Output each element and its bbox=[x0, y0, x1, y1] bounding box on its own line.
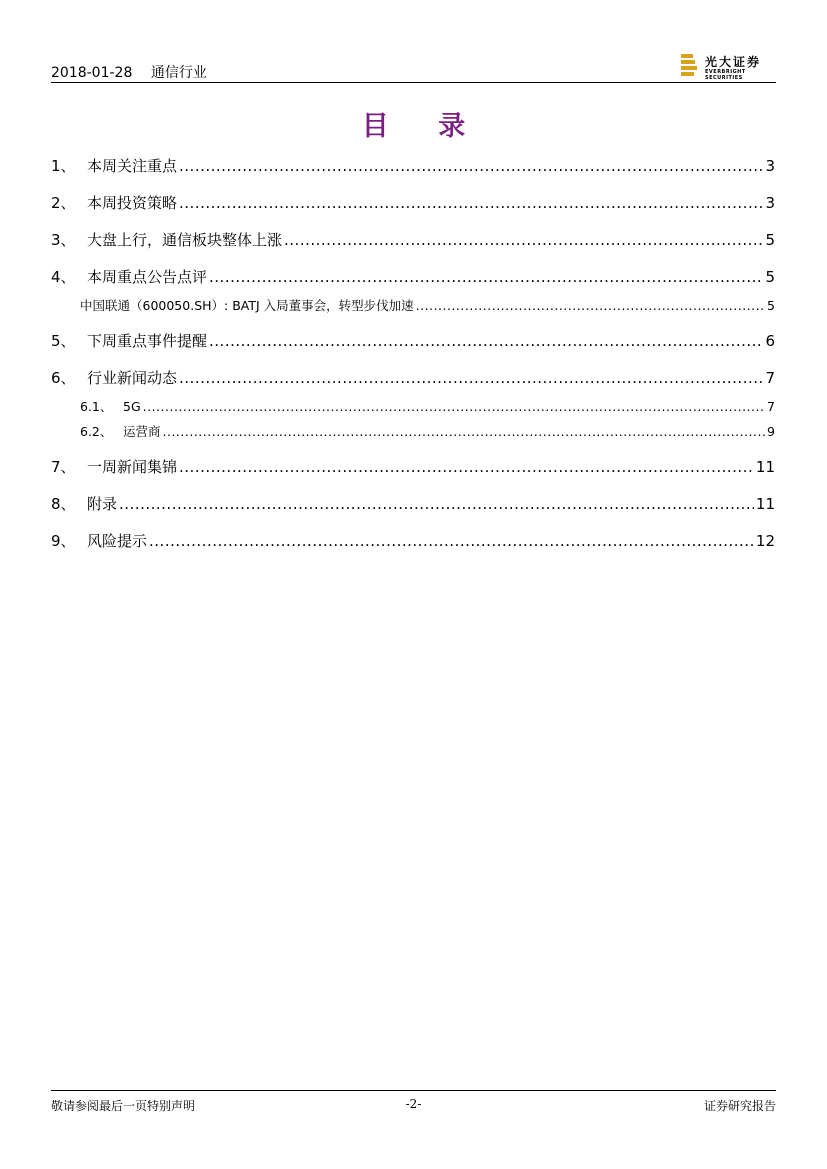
industry-label: 通信行业 bbox=[150, 65, 207, 81]
toc-entry-number: 4、 bbox=[51, 268, 76, 286]
toc-leader-dots bbox=[179, 458, 754, 476]
toc-entry[interactable] bbox=[51, 155, 775, 176]
footer-report-type: 证券研究报告 bbox=[703, 1099, 776, 1113]
toc-entry-label: 5G bbox=[123, 399, 141, 414]
logo-text-en: EVERBRIGHT SECURITIES bbox=[705, 69, 746, 81]
toc-entry-page: 3 bbox=[765, 194, 775, 212]
toc-leader-dots bbox=[209, 332, 763, 350]
toc-leader-dots bbox=[179, 194, 763, 212]
toc-entry-number: 3、 bbox=[51, 231, 76, 249]
toc-entry[interactable] bbox=[51, 330, 775, 351]
toc-entry-label: 运营商 bbox=[123, 424, 161, 439]
toc-entry-page: 5 bbox=[765, 231, 775, 249]
toc-entry[interactable] bbox=[51, 266, 775, 287]
toc-entry-page: 11 bbox=[755, 495, 775, 513]
toc-entry-page: 9 bbox=[767, 424, 775, 439]
toc-leader-dots bbox=[416, 298, 765, 313]
page-header bbox=[51, 52, 776, 83]
page-footer bbox=[51, 1090, 776, 1119]
logo-text-cn: 光大证券 bbox=[705, 55, 762, 69]
toc-entry-label: 一周新闻集锦 bbox=[87, 458, 178, 476]
toc-leader-dots bbox=[179, 157, 763, 175]
toc-entry-label: 大盘上行，通信板块整体上涨 bbox=[87, 231, 283, 249]
toc-entry-label: 附录 bbox=[87, 495, 118, 513]
toc-entry-page: 5 bbox=[767, 298, 775, 313]
toc-leader-dots bbox=[179, 369, 763, 387]
toc-entry-number: 8、 bbox=[51, 495, 76, 513]
toc-leader-dots bbox=[119, 495, 754, 513]
toc-entry-number: 2、 bbox=[51, 194, 76, 212]
logo-mark-icon bbox=[681, 54, 697, 76]
toc-entry-number: 6、 bbox=[51, 369, 76, 387]
footer-page-number: -2- bbox=[405, 1097, 422, 1111]
toc-entry-label: 下周重点事件提醒 bbox=[87, 332, 208, 350]
toc-entry[interactable] bbox=[51, 229, 775, 250]
toc-entry-number: 6.1、 bbox=[80, 399, 113, 414]
footer-disclaimer: 敬请参阅最后一页特别声明 bbox=[51, 1099, 196, 1113]
toc-entry-page: 7 bbox=[767, 399, 775, 414]
toc-entry[interactable] bbox=[51, 422, 775, 440]
toc-entry-page: 6 bbox=[765, 332, 775, 350]
toc-entry-label: 风险提示 bbox=[87, 532, 148, 550]
report-date: 2018-01-28 bbox=[51, 65, 133, 81]
company-logo bbox=[681, 52, 776, 79]
toc-leader-dots bbox=[284, 231, 763, 249]
toc-entry[interactable] bbox=[51, 493, 775, 514]
toc-title: 目 录 bbox=[361, 111, 486, 142]
toc-entry-number: 6.2、 bbox=[80, 424, 113, 439]
toc-entry[interactable] bbox=[51, 192, 775, 213]
toc-leader-dots bbox=[209, 268, 763, 286]
toc-entry[interactable] bbox=[51, 456, 775, 477]
toc-leader-dots bbox=[163, 424, 766, 439]
toc-entry-label: 行业新闻动态 bbox=[87, 369, 178, 387]
toc-leader-dots bbox=[149, 532, 754, 550]
toc-entry-page: 3 bbox=[765, 157, 775, 175]
toc-entry[interactable] bbox=[51, 367, 775, 388]
header-meta bbox=[51, 62, 221, 82]
toc-entry[interactable] bbox=[51, 530, 775, 551]
toc-entry-number: 7、 bbox=[51, 458, 76, 476]
toc-entry-page: 5 bbox=[765, 268, 775, 286]
toc-entry-number: 5、 bbox=[51, 332, 76, 350]
toc-entry[interactable] bbox=[51, 296, 775, 314]
toc-entry-page: 11 bbox=[755, 458, 775, 476]
toc-entry-number: 1、 bbox=[51, 157, 76, 175]
toc-entry-label: 本周投资策略 bbox=[87, 194, 178, 212]
toc-entry-page: 7 bbox=[765, 369, 775, 387]
toc-entry-label: 中国联通（600050.SH）: BATJ 入局董事会，转型步伐加速 bbox=[80, 298, 414, 313]
toc-entry-label: 本周重点公告点评 bbox=[87, 268, 208, 286]
toc-entry-label: 本周关注重点 bbox=[87, 157, 178, 175]
toc-leader-dots bbox=[143, 399, 765, 414]
toc-entry-page: 12 bbox=[755, 532, 775, 550]
toc-entry-number: 9、 bbox=[51, 532, 76, 550]
toc-entry[interactable] bbox=[51, 397, 775, 415]
